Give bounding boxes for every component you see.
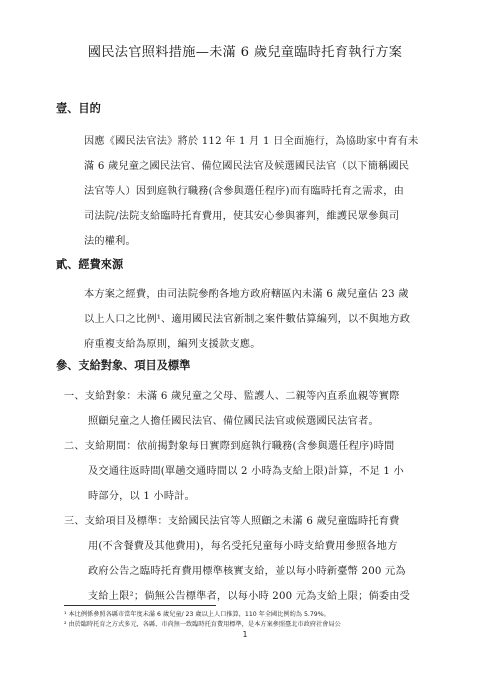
paragraph-line: 府重複支給為原則，編列支援款支應。 [84, 339, 261, 350]
list-item-line: 支給上限²；倘無公告標準者，以每小時 200 元為支給上限；倘委由受 [88, 591, 411, 602]
paragraph-line: 法官等人）因到庭執行職務(含參與選任程序)而有臨時托育之需求，由 [84, 186, 404, 197]
list-item-line: 政府公告之臨時托育費用標準核實支給，並以每小時新臺幣 200 元為 [88, 566, 406, 577]
section-heading-funding: 貳、經費來源 [56, 257, 124, 271]
section-heading-eligibility: 參、支給對象、項目及標準 [56, 358, 191, 372]
paragraph-line: 以上人口之比例¹、適用國民法官新制之案件數估算編列，以不與地方政 [84, 314, 411, 325]
list-item-line: 用(不含餐費及其他費用)，每名受托兒童每小時支給費用參照各地方 [88, 541, 398, 552]
paragraph-line: 滿 6 歲兒童之國民法官、備位國民法官及候選國民法官（以下簡稱國民 [84, 161, 410, 172]
footnote-divider [64, 605, 216, 606]
document-title: 國民法官照料措施—未滿 6 歲兒童臨時托育執行方案 [87, 45, 403, 60]
paragraph-line: 因應《國民法官法》將於 112 年 1 月 1 日全面施行，為協助家中育有未 [84, 136, 419, 147]
footnote: ¹ 本比例係參照各縣市當年度未滿 6 歲兒童/ 23 歲以上人口推算，110 年全國比例約為 5.79%。 [64, 611, 330, 618]
section-heading-purpose: 壹、目的 [56, 101, 101, 115]
list-item-line: 及交通往返時間(單趟交通時間以 2 小時為支給上限)計算，不足 1 小 [88, 466, 404, 477]
paragraph-line: 法的權利。 [84, 236, 136, 247]
footnote: ² 由於臨時托育之方式多元，各縣、市尚無一致臨時托育費用標準，是本方案參照臺北市政府社會局公 [64, 621, 341, 628]
list-item-line: 照顧兒童之人擔任國民法官、備位國民法官或候選國民法官者。 [88, 416, 379, 427]
list-item-line: 二、支給期間：依前揭對象每日實際到庭執行職務(含參與選任程序)時間 [64, 441, 395, 452]
list-item-line: 時部分，以 1 小時計。 [88, 491, 196, 502]
list-item-line: 三、支給項目及標準：支給國民法官等人照顧之未滿 6 歲兒童臨時托育費 [64, 516, 400, 527]
paragraph-line: 司法院/法院支給臨時托育費用，使其安心參與審判，維護民眾參與司 [84, 211, 400, 222]
paragraph-line: 本方案之經費，由司法院參酌各地方政府轄區內未滿 6 歲兒童佔 23 歲 [84, 289, 409, 300]
list-item-line: 一、支給對象：未滿 6 歲兒童之父母、監護人、二親等內直系血親等實際 [64, 391, 400, 402]
page-number: 1 [242, 630, 248, 639]
